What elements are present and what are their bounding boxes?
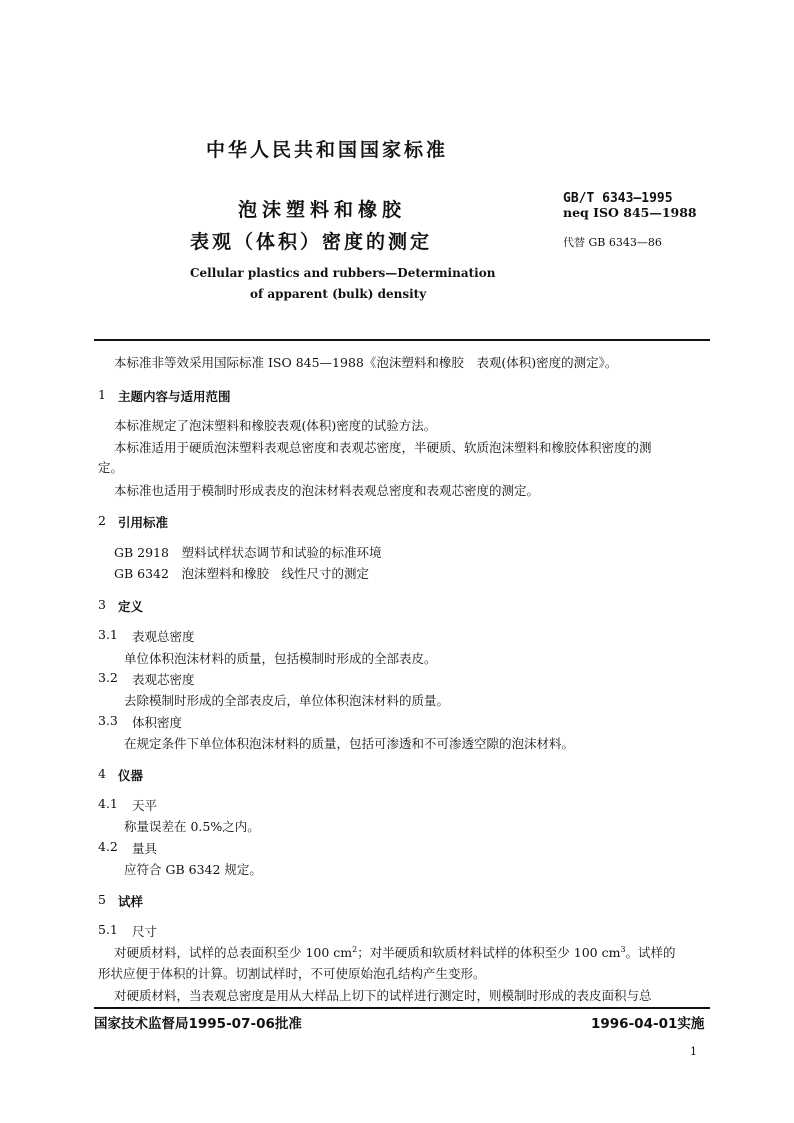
section-5-para-1-cont: 形状应便于体积的计算。切割试样时，不可使原始泡孔结构产生变形。 [98,966,486,981]
definition-3-2-text: 去除模制时形成的全部表皮后，单位体积泡沫材料的质量。 [124,693,450,708]
definition-3-1-number: 3.1 [98,627,118,642]
section-5-para-2: 对硬质材料，当表观总密度是用从大样品上切下的试样进行测定时，则模制时形成的表皮面积与总 [114,988,652,1003]
definition-3-2-term: 表观芯密度 [132,672,195,687]
section-5-para-1: 对硬质材料，试样的总表面积至少 100 $cm^2$；对半硬质和软质材料试样的体积至少 100 $cm^3$。试样的 [114,944,676,960]
section-1-number: 1 [98,387,106,402]
intro-paragraph: 本标准非等效采用国际标准 ISO 845—1988《泡沫塑料和橡胶 表观(体积)密度的测定》。 [114,355,618,370]
reference-gb2918: GB 2918 塑料试样状态调节和试验的标准环境 [114,545,382,560]
title-chinese-line-2: 表观（体积）密度的测定 [190,231,433,253]
section-2-title: 引用标准 [118,515,169,530]
definition-3-3-term: 体积密度 [132,715,183,730]
definition-3-3-text: 在规定条件下单位体积泡沫材料的质量，包括可渗透和不可渗透空隙的泡沫材料。 [124,736,575,751]
section-5-title: 试样 [118,894,144,909]
equivalent-standard: neq ISO 845—1988 [563,205,697,220]
section-1-para-3: 本标准也适用于模制时形成表皮的泡沫材料表观总密度和表观芯密度的测定。 [114,483,540,498]
section-5-number: 5 [98,892,106,907]
section-1-para-2-cont: 定。 [98,460,124,475]
section-3-number: 3 [98,597,106,612]
subsection-5-1-term: 尺寸 [132,924,158,939]
page-number: 1 [690,1045,697,1058]
instrument-4-1-number: 4.1 [98,796,118,811]
section-1-title: 主题内容与适用范围 [118,389,231,404]
instrument-4-2-text: 应符合 GB 6342 规定。 [124,862,262,877]
reference-gb6342: GB 6342 泡沫塑料和橡胶 线性尺寸的测定 [114,566,369,581]
definition-3-1-term: 表观总密度 [132,629,195,644]
definition-3-1-text: 单位体积泡沫材料的质量，包括模制时形成的全部表皮。 [124,651,437,666]
section-3-title: 定义 [118,599,144,614]
title-english-line-1: Cellular plastics and rubbers—Determination [190,266,496,280]
section-4-title: 仪器 [118,768,144,783]
section-4-number: 4 [98,766,106,781]
title-english-line-2: of apparent (bulk) density [250,287,427,301]
instrument-4-1-text: 称量误差在 0.5%之内。 [124,819,260,834]
subsection-5-1-number: 5.1 [98,922,118,937]
standard-number: GB/T 6343—1995 [563,191,673,206]
instrument-4-2-number: 4.2 [98,839,118,854]
definition-3-3-number: 3.3 [98,713,118,728]
definition-3-2-number: 3.2 [98,670,118,685]
section-1-para-1: 本标准规定了泡沫塑料和橡胶表观(体积)密度的试验方法。 [114,418,437,433]
header-divider [94,339,710,341]
instrument-4-1-term: 天平 [132,798,158,813]
title-chinese-line-1: 泡沫塑料和橡胶 [238,199,407,221]
approval-note: 国家技术监督局1995-07-06批准 [94,1016,302,1032]
replaces-standard: 代替 GB 6343—86 [563,236,662,249]
implementation-date: 1996-04-01实施 [591,1016,705,1032]
footer-divider [94,1007,710,1009]
section-2-number: 2 [98,513,106,528]
national-standard-heading: 中华人民共和国国家标准 [206,139,449,161]
instrument-4-2-term: 量具 [132,841,158,856]
section-1-para-2: 本标准适用于硬质泡沫塑料表观总密度和表观芯密度，半硬质、软质泡沫塑料和橡胶体积密度的测 [114,440,652,455]
